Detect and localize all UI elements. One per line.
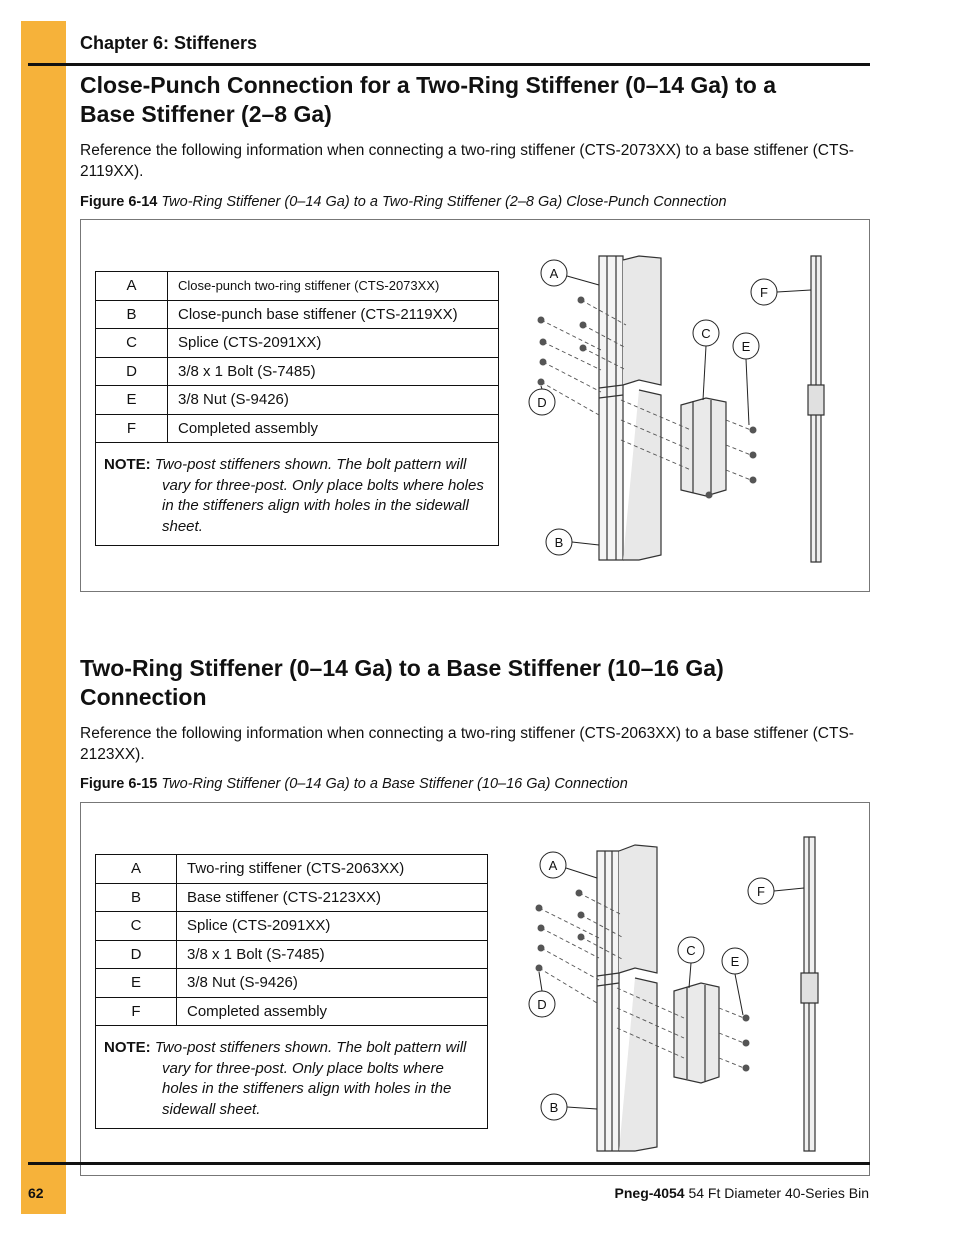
section1-intro: Reference the following information when connecting a two-ring stiffener (CTS-2073XX) to a base stiffener (CTS-2119XX). [80, 142, 854, 180]
legend-row: A Two-ring stiffener (CTS-2063XX) [96, 855, 488, 884]
note-cell [96, 1026, 488, 1129]
legend-row: B Close-punch base stiffener (CTS-2119XX) [96, 300, 499, 329]
note-row [96, 1026, 488, 1129]
section1-title-line1: Close-Punch Connection for a Two-Ring Stiffener (0–14 Ga) to a [80, 72, 777, 98]
note-row [96, 443, 499, 546]
legend-row: F Completed assembly [96, 414, 499, 443]
figure-6-15-caption [80, 776, 628, 792]
figure-6-14-box [80, 219, 870, 592]
callout-d: D [537, 395, 547, 410]
callout-a: A [549, 266, 559, 281]
footer-rule [28, 1162, 870, 1165]
callout-f: F [757, 884, 765, 899]
callout-f: F [760, 285, 768, 300]
note-label: NOTE: [104, 456, 151, 473]
stiffener-assembly-diagram-2 [519, 833, 859, 1153]
note-text-line1: Two-post stiffeners shown. The bolt pattern will [154, 456, 467, 473]
section1-title [80, 71, 870, 129]
legend-row: D 3/8 x 1 Bolt (S-7485) [96, 357, 499, 386]
section1-title-line2: Base Stiffener (2–8 Ga) [80, 101, 332, 127]
legend-row: B Base stiffener (CTS-2123XX) [96, 883, 488, 912]
callout-b: B [554, 535, 564, 550]
callout-e: E [730, 954, 740, 969]
figure-6-14-legend [95, 271, 499, 546]
callout-e: E [741, 339, 751, 354]
legend-row: C Splice (CTS-2091XX) [96, 912, 488, 941]
legend-row: C Splice (CTS-2091XX) [96, 329, 499, 358]
callout-b: B [549, 1100, 559, 1115]
note-text-line1: Two-post stiffeners shown. The bolt pattern will [154, 1039, 467, 1056]
header-rule [28, 63, 870, 66]
legend-row: A Close-punch two-ring stiffener (CTS-2073XX) [96, 272, 499, 301]
note-label: NOTE: [104, 1039, 151, 1056]
doc-title: 54 Ft Diameter 40-Series Bin [688, 1185, 869, 1201]
section2-intro: Reference the following information when connecting a two-ring stiffener (CTS-2063XX) to a base stiffener (CTS-2123XX). [80, 725, 854, 763]
stiffener-assembly-diagram-1 [521, 250, 861, 570]
note-text-rest: vary for three-post. Only place bolts where holes in the stiffeners align with holes in the sidewall sheet. [162, 1059, 452, 1118]
note-text-rest: vary for three-post. Only place bolts where holes in the stiffeners align with holes in the sidewall sheet. [162, 476, 484, 535]
section2-title-line1: Two-Ring Stiffener (0–14 Ga) to a Base Stiffener (10–16 Ga) [80, 655, 724, 681]
chapter-color-bar [21, 21, 66, 1214]
chapter-title: Chapter 6: Stiffeners [80, 33, 258, 53]
doc-id: Pneg-4054 [614, 1185, 685, 1201]
section2-title-line2: Connection [80, 684, 207, 710]
page-number: 62 [28, 1185, 44, 1201]
callout-d: D [537, 997, 547, 1012]
figure-6-15-legend [95, 854, 488, 1129]
note-cell [96, 443, 499, 546]
callout-c: C [701, 326, 711, 341]
figure-label: Figure 6-14 [80, 194, 158, 210]
legend-row: E 3/8 Nut (S-9426) [96, 969, 488, 998]
section2-title [80, 654, 870, 712]
legend-row: E 3/8 Nut (S-9426) [96, 386, 499, 415]
callout-c: C [686, 943, 696, 958]
legend-row: F Completed assembly [96, 997, 488, 1026]
callout-a: A [548, 858, 558, 873]
figure-label: Figure 6-15 [80, 776, 158, 792]
figure-6-14-caption [80, 194, 727, 210]
legend-row: D 3/8 x 1 Bolt (S-7485) [96, 940, 488, 969]
footer-doc-info [615, 1185, 869, 1201]
figure-6-15-box [80, 802, 870, 1176]
figure-caption-text: Two-Ring Stiffener (0–14 Ga) to a Base Stiffener (10–16 Ga) Connection [161, 776, 628, 792]
figure-caption-text: Two-Ring Stiffener (0–14 Ga) to a Two-Ring Stiffener (2–8 Ga) Close-Punch Connection [161, 194, 727, 210]
